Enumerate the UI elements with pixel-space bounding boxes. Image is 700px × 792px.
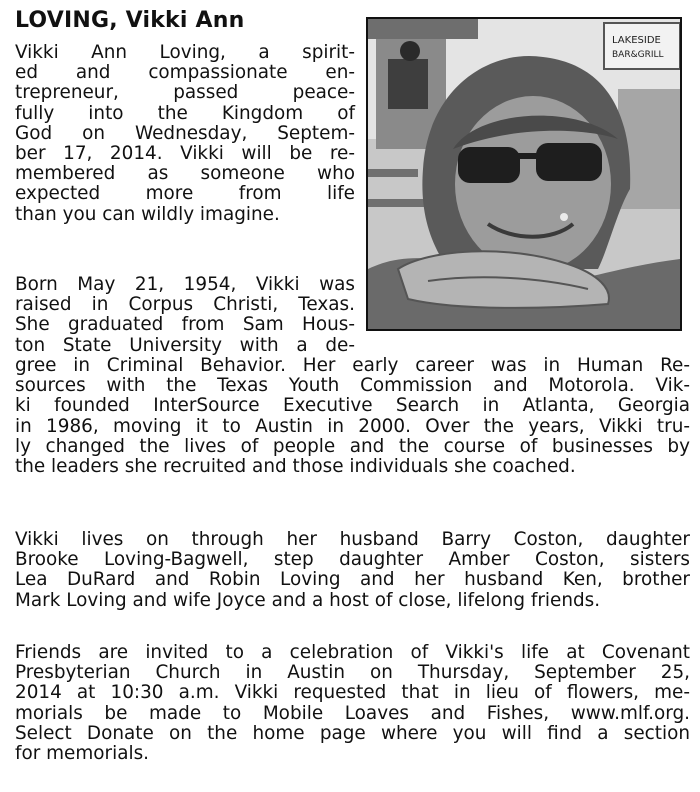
text-line: in 1986, moving it to Austin in 2000. Over the years, Vikki tru- [15, 415, 690, 437]
text-line: ed and compassionate en- [15, 62, 355, 84]
text-line: gree in Criminal Behavior. Her early career was in Human Re- [15, 355, 690, 376]
text-line: ly changed the lives of people and the course of businesses by [15, 435, 690, 457]
text-line: for memorials. [15, 743, 150, 765]
paragraph-biography [15, 356, 690, 477]
text-line: Lea DuRard and Robin Loving and her husband Ken, brother [15, 569, 690, 591]
text-line: Vikki Ann Loving, a spirit- [15, 42, 355, 63]
text-line: expected more from life [15, 183, 355, 205]
text-line: trepreneur, passed peace- [15, 82, 355, 104]
text-line: Presbyterian Church in Austin on Thursday, September 25, [15, 662, 690, 684]
svg-text:BAR&GRILL: BAR&GRILL [612, 50, 664, 60]
text-line: morials be made to Mobile Loaves and Fishes, www.mlf.org. [15, 702, 690, 724]
text-line: God on Wednesday, Septem- [15, 122, 355, 144]
portrait-photo [366, 17, 682, 331]
text-line: Friends are invited to a celebration of Vikki's life at Covenant [15, 642, 690, 663]
paragraph-biography-top [15, 275, 355, 356]
text-line: ton State University with a de- [15, 334, 355, 356]
text-line: 2014 at 10:30 a.m. Vikki requested that in lieu of flowers, me- [15, 682, 690, 704]
text-line: Vikki lives on through her husband Barry Coston, daughter [15, 529, 690, 550]
paragraph-survivors [15, 530, 690, 611]
text-line: ki founded InterSource Executive Search in Atlanta, Georgia [15, 395, 690, 417]
text-line: sources with the Texas Youth Commission and Motorola. Vik- [15, 375, 690, 397]
paragraph-service [15, 643, 690, 764]
text-line: the leaders she recruited and those individuals she coached. [15, 456, 576, 478]
text-line: membered as someone who [15, 163, 355, 185]
text-line: ber 17, 2014. Vikki will be re- [15, 143, 355, 165]
text-line: Select Donate on the home page where you will find a section [15, 722, 690, 744]
text-line: than you can wildly imagine. [15, 203, 280, 225]
portrait-photo-icon [368, 19, 680, 329]
obituary-name: LOVING, Vikki Ann [15, 8, 245, 33]
paragraph-intro [15, 43, 355, 225]
text-line: She graduated from Sam Hous- [15, 314, 355, 336]
text-line: Mark Loving and wife Joyce and a host of close, lifelong friends. [15, 589, 601, 611]
text-line: fully into the Kingdom of [15, 102, 355, 124]
text-line: raised in Corpus Christi, Texas. [15, 294, 355, 316]
text-line: Brooke Loving-Bagwell, step daughter Amber Coston, sisters [15, 549, 690, 571]
svg-text:LAKESIDE: LAKESIDE [612, 35, 661, 46]
text-line: Born May 21, 1954, Vikki was [15, 274, 355, 295]
